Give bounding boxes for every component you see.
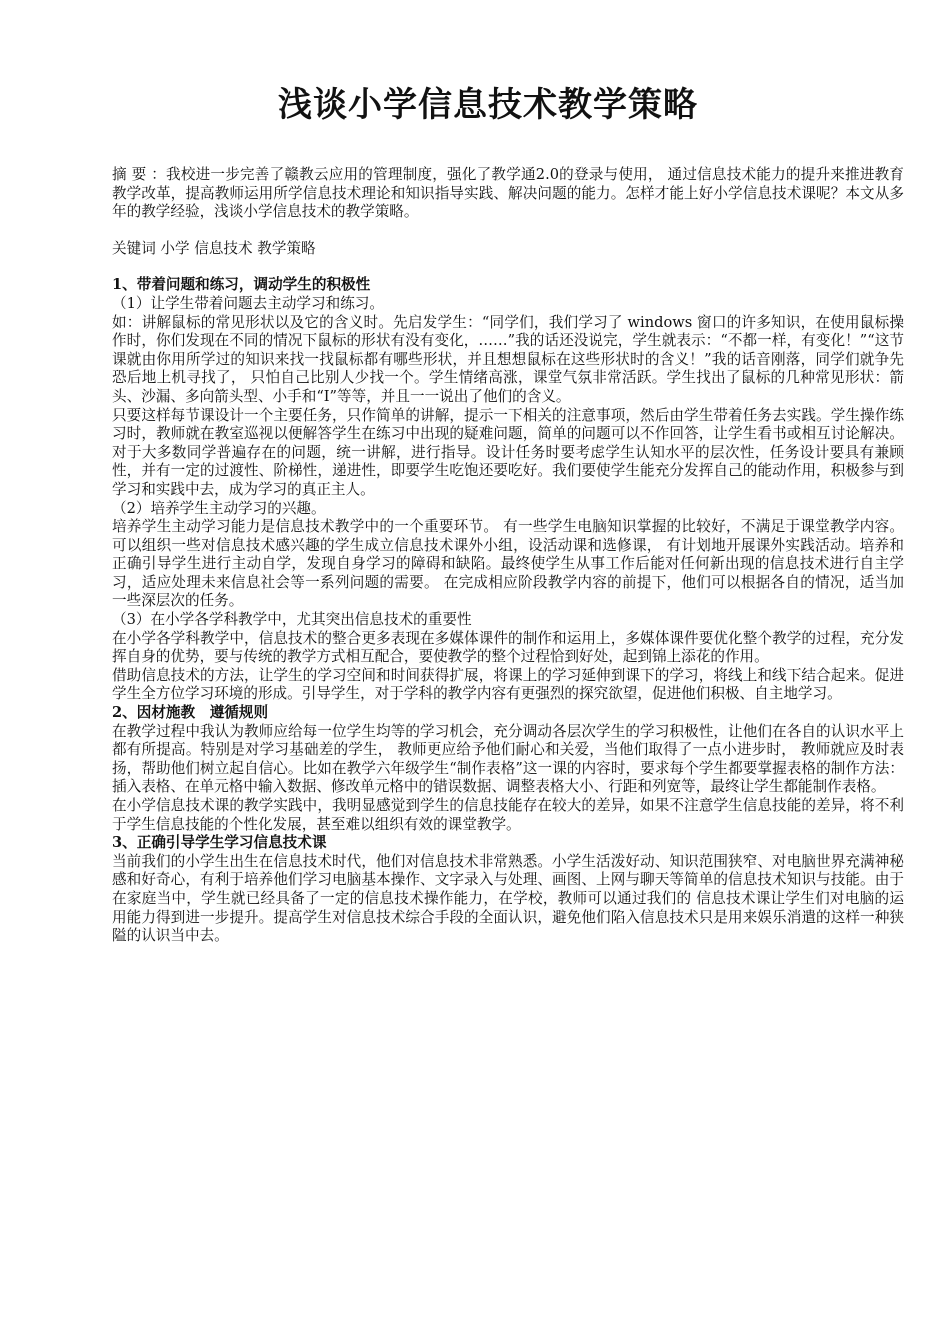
section-heading: 1、带着问题和练习，调动学生的积极性 (112, 276, 371, 294)
subsection-heading: （1）让学生带着问题去主动学习和练习。 (112, 294, 384, 312)
section-heading: 3、正确引导学生学习信息技术课 (112, 834, 327, 852)
section-1 (112, 276, 904, 704)
paragraph: 如：讲解鼠标的常见形状以及它的含义时。先启发学生：“同学们，我们学习了 windows 窗口的许多知识，在使用鼠标操作时，你们发现在不同的情况下鼠标的形状有没有变化，……”我的话还没说完，学生就表示：“不都一样，有变化！”“这节课就由你用所学过的知识来找一找鼠标都有哪些形状，并且想想鼠标在这些形状时的含义！”我的话音刚落，同学们就争先恐后地上机寻找了， 只怕自己比别人少找一个。学生情绪高涨，课堂气氛非常活跃。学生找出了鼠标的几种常见形状：箭头、沙漏、多向箭头型、小手和“I”等等，并且一一说出了他们的含义。 (112, 313, 904, 405)
paragraph: 只要这样每节课设计一个主要任务，只作简单的讲解，提示一下相关的注意事项，然后由学生带着任务去实践。学生操作练习时，教师就在教室巡视以便解答学生在练习中出现的疑难问题，简单的问题可以不作回答，让学生看书或相互讨论解决。对于大多数同学普遍存在的问题，统一讲解，进行指导。设计任务时要考虑学生认知水平的层次性，任务设计要具有兼顾性，并有一定的过渡性、阶梯性，递进性，即要学生吃饱还要吃好。我们要使学生能充分发挥自己的能动作用，积极参与到学习和实践中去，成为学习的真正主人。 (112, 406, 904, 498)
section-heading: 2、因材施教 遵循规则 (112, 704, 269, 722)
section-2 (112, 704, 904, 834)
subsection-heading: （3）在小学各学科教学中，尤其突出信息技术的重要性 (112, 611, 472, 629)
paragraph: 培养学生主动学习能力是信息技术教学中的一个重要环节。 有一些学生电脑知识掌握的比较好，不满足于课堂教学内容。可以组织一些对信息技术感兴趣的学生成立信息技术课外小组，设活动课和选修课， 有计划地开展课外实践活动。培养和正确引导学生进行主动自学，发现自身学习的障碍和缺陷。最终使学生从事工作后能对任何新出现的信息技术进行自主学习，适应处理未来信息社会等一系列问题的需要。 在完成相应阶段教学内容的前提下，他们可以根据各自的情况，适当加一些深层次的任务。 (112, 518, 904, 610)
subsection-heading: （2）培养学生主动学习的兴趣。 (112, 499, 326, 517)
document-title: 浅谈小学信息技术教学策略 (278, 85, 698, 125)
paragraph: 在教学过程中我认为教师应给每一位学生均等的学习机会，充分调动各层次学生的学习积极性，让他们在各自的认识水平上都有所提高。特别是对学习基础差的学生， 教师更应给予他们耐心和关爱，当他们取得了一点小进步时， 教师就应及时表扬，帮助他们树立起自信心。比如在教学六年级学生“制作表格”这一课的内容时，要求每个学生都要掌握表格的制作方法：插入表格、在单元格中输入数据、修改单元格中的错误数据、调整表格大小、行距和列宽等，最终让学生都能制作表格。 (112, 722, 904, 796)
paragraph: 当前我们的小学生出生在信息技术时代，他们对信息技术非常熟悉。小学生活泼好动、知识范围狭窄、对电脑世界充满神秘感和好奇心，有利于培养他们学习电脑基本操作、文字录入与处理、画图、上网与聊天等简单的信息技术知识与技能。由于在家庭当中，学生就已经具备了一定的信息技术操作能力，在学校，教师可以通过我们的 信息技术课让学生们对电脑的运用能力得到进一步提升。提高学生对信息技术综合手段的全面认识，避免他们陷入信息技术只是用来娱乐消遣的这样一种狭隘的认识当中去。 (112, 852, 904, 945)
paragraph: 借助信息技术的方法，让学生的学习空间和时间获得扩展，将课上的学习延伸到课下的学习，将线上和线下结合起来。促进学生全方位学习环境的形成。引导学生，对于学科的教学内容有更强烈的探究欲望，促进他们积极、自主地学习。 (112, 666, 904, 703)
paragraph: 在小学各学科教学中，信息技术的整合更多表现在多媒体课件的制作和运用上，多媒体课件要优化整个教学的过程，充分发挥自身的优势，要与传统的教学方式相互配合，要使教学的整个过程恰到好处，起到锦上添花的作用。 (112, 629, 904, 666)
keywords: 关键词 小学 信息技术 教学策略 (112, 239, 316, 257)
abstract: 摘 要 ：我校进一步完善了赣教云应用的管理制度，强化了教学通2.0的登录与使用， 通过信息技术能力的提升来推进教育教学改革，提高教师运用所学信息技术理论和知识指导实践、解决问题的能力。怎样才能上好小学信息技术课呢？本文从多年的教学经验，浅谈小学信息技术的教学策略。 (112, 166, 904, 221)
paragraph: 在小学信息技术课的教学实践中，我明显感觉到学生的信息技能存在较大的差异，如果不注意学生信息技能的差异，将不利于学生信息技能的个性化发展，甚至难以组织有效的课堂教学。 (112, 797, 904, 833)
section-3 (112, 834, 904, 946)
